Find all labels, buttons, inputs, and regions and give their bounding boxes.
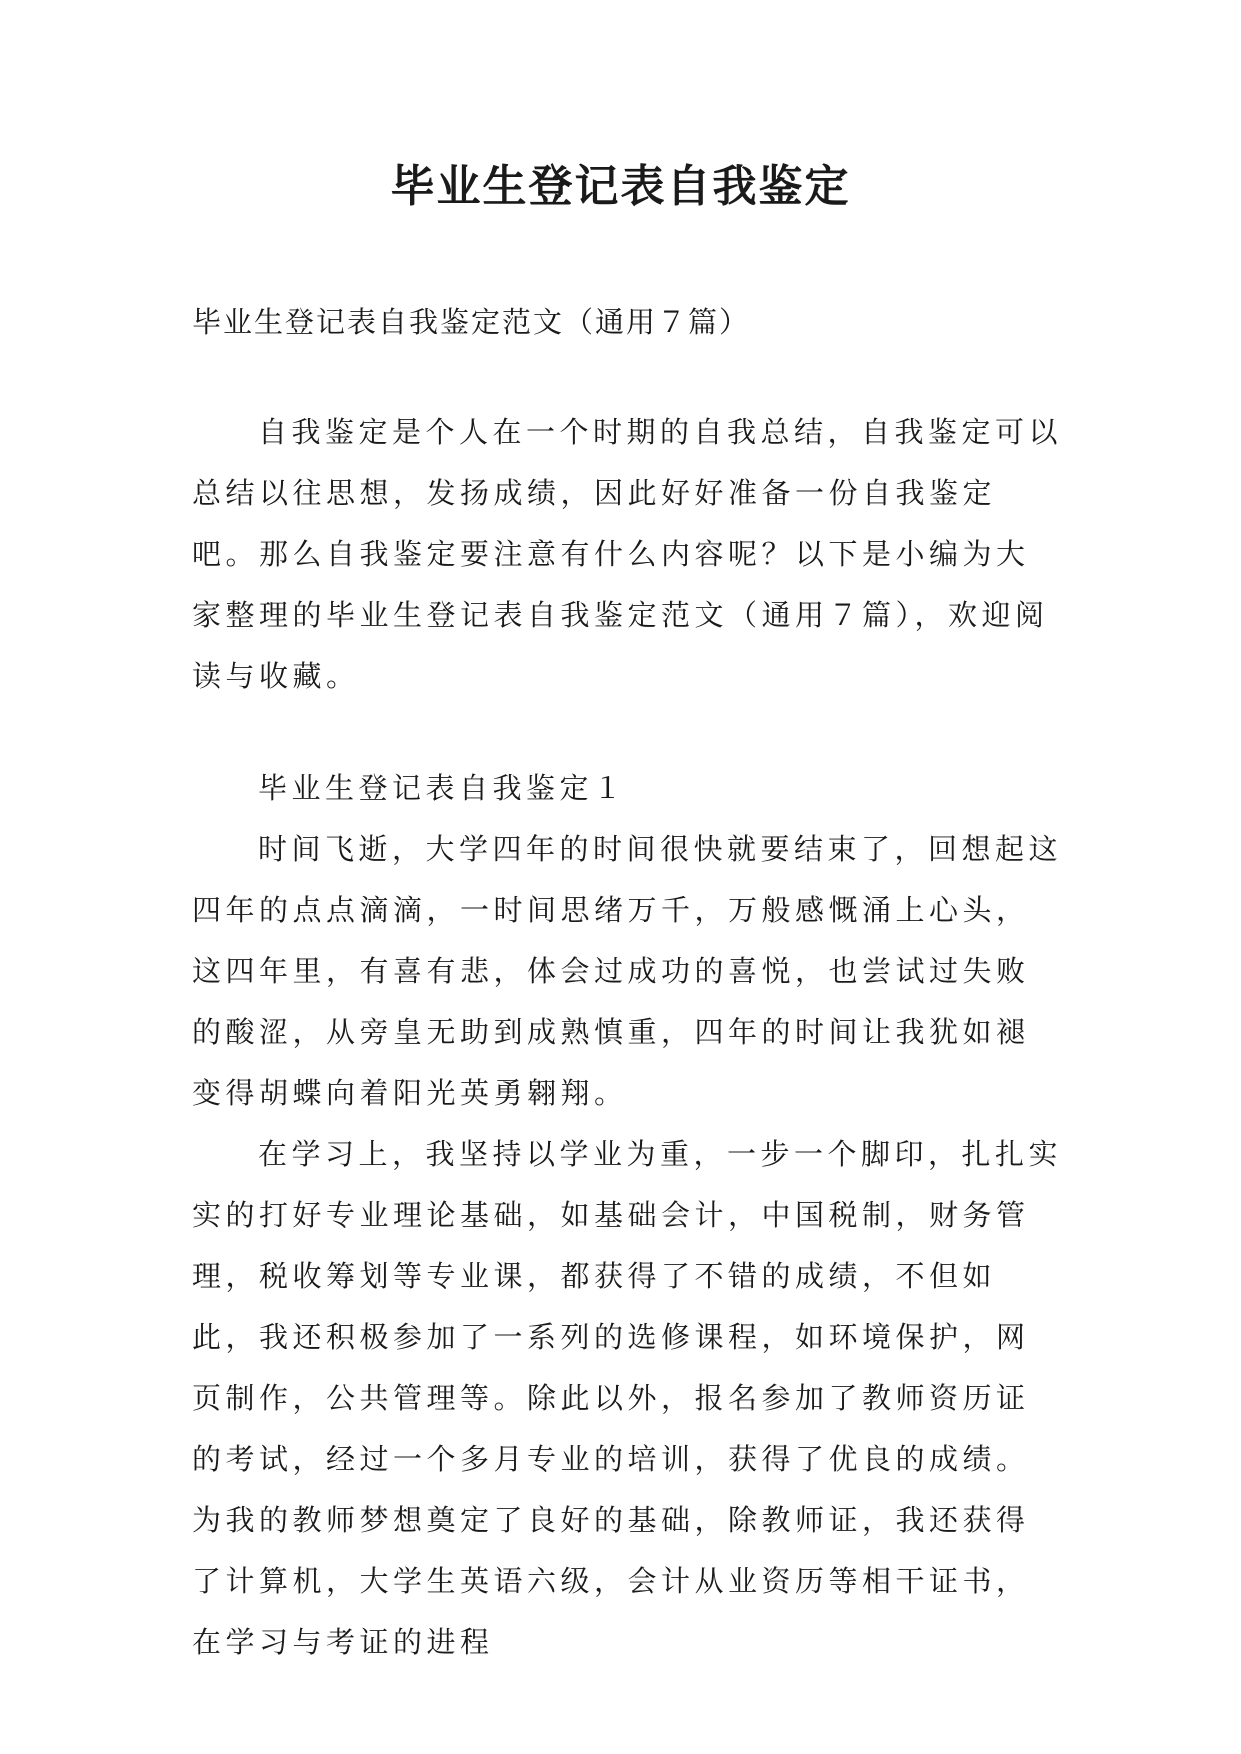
document-title: 毕业生登记表自我鉴定 <box>390 161 851 212</box>
body-paragraph: 时间飞逝，大学四年的时间很快就要结束了，回想起这四年的点点滴滴，一时间思绪万千，万般感慨涌上心头，这四年里，有喜有悲，体会过成功的喜悦，也尝试过失败的酸涩，从旁皇无助到成熟慎重，四年的时间让我犹如褪变得胡蝶向着阳光英勇翱翔。 <box>192 832 1063 1110</box>
document-subtitle: 毕业生登记表自我鉴定范文（通用７篇） <box>192 305 751 339</box>
section-heading: 毕业生登记表自我鉴定１ <box>258 771 627 805</box>
intro-paragraph: 自我鉴定是个人在一个时期的自我总结，自我鉴定可以总结以往思想，发扬成绩，因此好好准备一份自我鉴定吧。那么自我鉴定要注意有什么内容呢？以下是小编为大家整理的毕业生登记表自我鉴定范文（通用７篇），欢迎阅读与收藏。 <box>192 415 1063 693</box>
intro-block <box>192 402 1062 707</box>
section-1 <box>192 758 1062 1673</box>
body-paragraph: 在学习上，我坚持以学业为重，一步一个脚印，扎扎实实的打好专业理论基础，如基础会计，中国税制，财务管理，税收筹划等专业课，都获得了不错的成绩，不但如此，我还积极参加了一系列的选修课程，如环境保护，网页制作，公共管理等。除此以外，报名参加了教师资历证的考试，经过一个多月专业的培训，获得了优良的成绩。为我的教师梦想奠定了良好的基础，除教师证，我还获得了计算机，大学生英语六级，会计从业资历等相干证书，在学习与考证的进程 <box>192 1137 1063 1659</box>
